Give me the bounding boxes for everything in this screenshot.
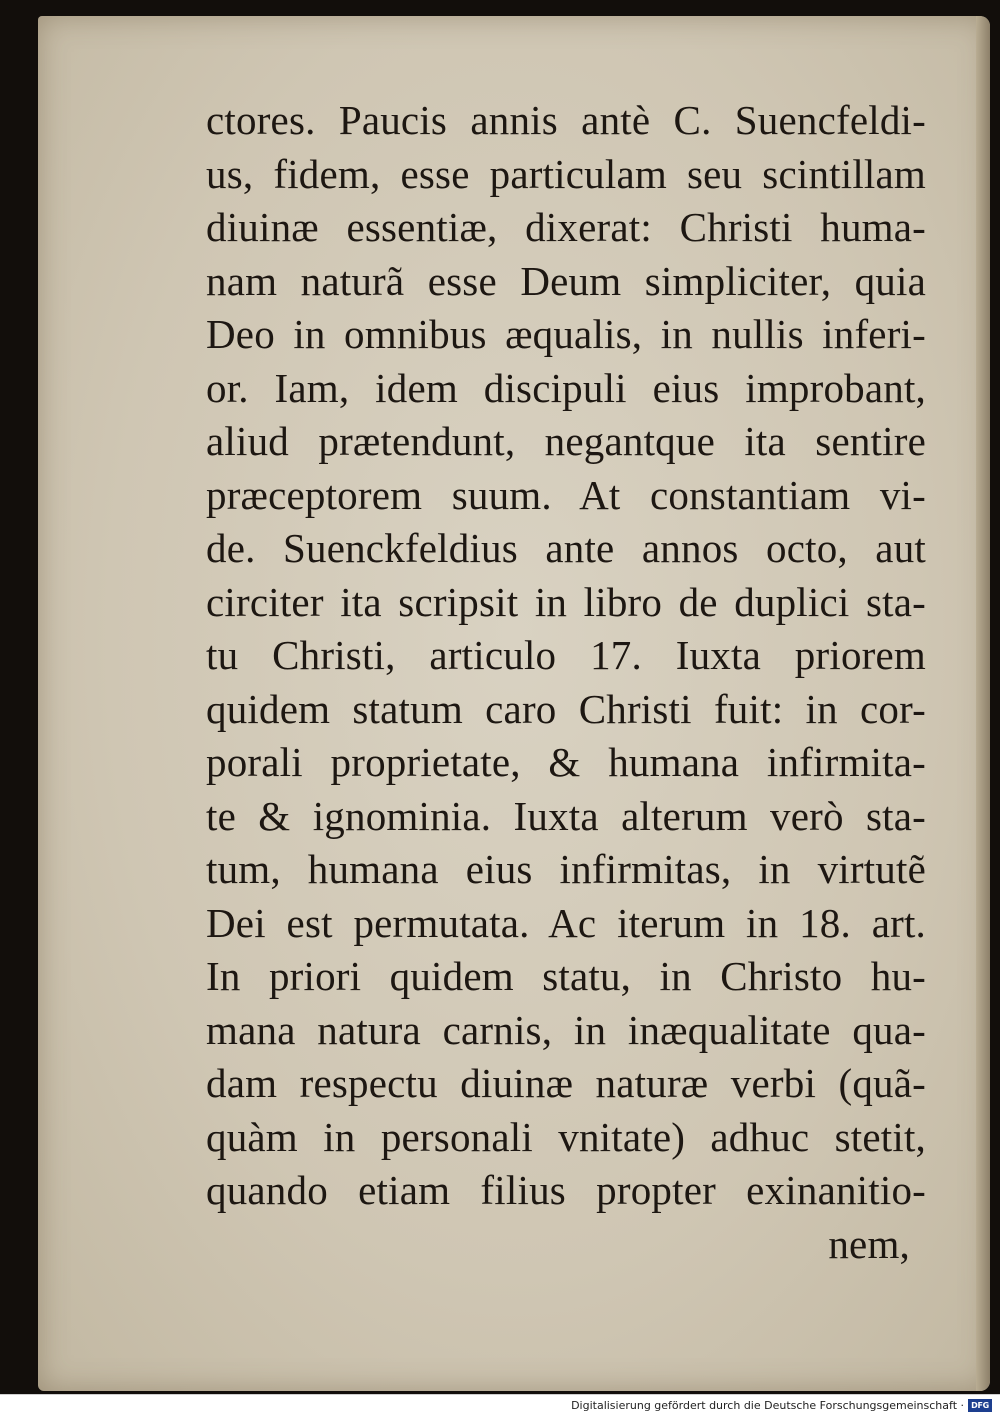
dfg-logo-icon: DFG [968, 1399, 992, 1412]
funding-footer [0, 1394, 1000, 1418]
text-line: te & ignominia. Iuxta alterum verò sta- [206, 792, 926, 839]
book-page [38, 16, 990, 1391]
text-line: dam respectu diuinæ naturæ verbi (quã- [206, 1060, 926, 1106]
catchword: nem, [828, 1220, 910, 1267]
text-line: mana natura carnis, in inæqualitate qua- [206, 1006, 926, 1053]
text-line: Dei est permutata. Ac iterum in 18. art. [206, 899, 926, 946]
text-line: In priori quidem statu, in Christo hu- [206, 953, 926, 999]
text-line: or. Iam, idem discipuli eius improbant, [206, 364, 926, 411]
text-line: us, fidem, esse particulam seu scintillam [206, 150, 926, 197]
text-line: aliud prætendunt, negantque ita sentire [206, 418, 926, 464]
text-line: tu Christi, articulo 17. Iuxta priorem [206, 632, 926, 678]
text-line: quidem statum caro Christi fuit: in cor- [206, 685, 926, 732]
text-line: tum, humana eius infirmitas, in virtutẽ [206, 846, 926, 892]
text-line: de. Suenckfeldius ante annos octo, aut [206, 525, 926, 571]
text-line: ctores. Paucis annis antè C. Suencfeldi- [206, 97, 926, 143]
text-line: porali proprietate, & humana infirmita- [206, 739, 926, 785]
text-line: præceptorem suum. At constantiam vi- [206, 471, 926, 518]
text-line: diuinæ essentiæ, dixerat: Christi huma- [206, 204, 926, 250]
text-line: quàm in personali vnitate) adhuc stetit, [206, 1113, 926, 1160]
text-line: quando etiam filius propter exinanitio- [206, 1167, 926, 1213]
funding-notice: Digitalisierung gefördert durch die Deutsche Forschungsgemeinschaft · [571, 1399, 964, 1412]
text-line: circiter ita scripsit in libro de duplici sta- [206, 578, 926, 625]
text-line: nam naturã esse Deum simpliciter, quia [206, 257, 926, 304]
page-edge [976, 16, 990, 1391]
page-text-block [206, 94, 926, 1271]
text-line: Deo in omnibus æqualis, in nullis inferi- [206, 311, 926, 357]
